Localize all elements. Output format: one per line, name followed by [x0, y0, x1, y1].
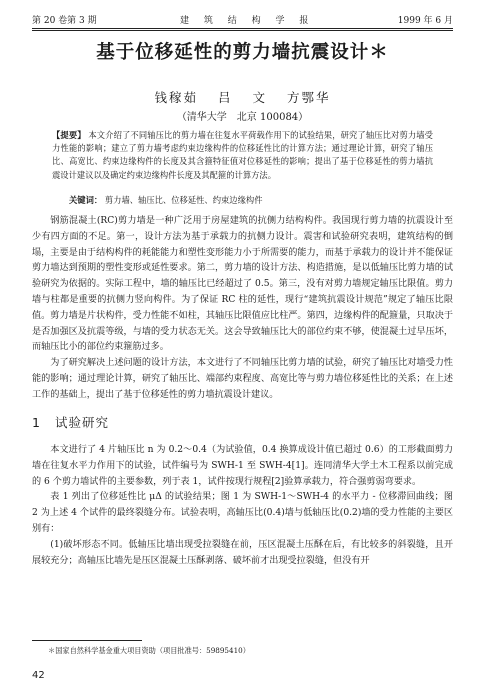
section-number: 1 [32, 415, 41, 430]
section-paragraph: 本文进行了 4 片轴压比 n 为 0.2～0.4（为试验值，0.4 换算成设计值已超过 0.6）的工形截面剪力墙在往复水平力作用下的试验，试件编号为 SWH-1 至 SWH-4[1]。连同清华大学土木工程系以前完成的 6 个剪力墙试件的主要参数，列于表 1，试件按现行规程[2]验算承载力，符合强剪弱弯要求。 [32, 445, 453, 487]
section-paragraph: 表 1 列出了位移延性比 μΔ 的试验结果；图 1 为 SWH-1～SWH-4 的水平力 - 位移滞回曲线；图 2 为上述 4 个试件的最终裂缝分布。试验表明，高轴压比(0.4)墙与低轴压比(0.2)墙的受力性能的主要区别有： [32, 492, 453, 534]
footnote: ＊国家自然科学基金重大项目资助（项目批准号：59895410） [48, 646, 250, 655]
journal-issue: 第 20 卷第 3 期 [32, 16, 97, 26]
keywords-label: 关键词： [69, 195, 103, 205]
keywords-text: 剪力墙、轴压比、位移延性、约束边缘构件 [104, 195, 263, 205]
introduction [32, 214, 453, 404]
abstract-text: 本文介绍了不同轴压比的剪力墙在往复水平荷载作用下的试验结果，研究了轴压比对剪力墙受力性能的影响；建立了剪力墙考虑约束边缘构件的位移延性比的计算方法；通过理论计算，研究了轴压比、高宽比、约束边缘构件的长度及其含箍特征值对位移延性的影响；提出了基于位移延性的剪力墙抗震设计建议以及确定约束边缘构件长度及其配箍的计算方法。 [52, 130, 433, 180]
issue-date: 1999 年 6 月 [397, 16, 453, 26]
paper-authors: 钱稼茹 吕 文 方鄂华 [154, 90, 331, 105]
page-number: 42 [32, 670, 45, 681]
journal-name: 建 筑 结 构 学 报 [180, 16, 315, 26]
abstract-label: 【提要】 [52, 130, 86, 140]
intro-paragraph: 钢筋混凝土(RC)剪力墙是一种广泛用于房屋建筑的抗侧力结构构件。我国现行剪力墙的抗震设计至少有四方面的不足。第一，设计方法为基于承载力的抗侧力设计。震害和试验研究表明，建筑结构的倒塌，主要是由于结构构件的耗能能力和塑性变形能力小于所需要的能力，而基于承载力的设计并不能保证剪力墙达到预期的塑性变形或延性要求。第二，剪力墙的设计方法、构造措施，是以低轴压比剪力墙的试验研究为依据的。实际工程中，墙的轴压比已经超过了 0.5。第三，没有对剪力墙规定轴压比限值。剪力墙与柱都是重要的抗侧力竖向构件。为了保证 RC 柱的延性，现行“建筑抗震设计规范”规定了轴压比限值。剪力墙是片状构件，受力性能不如柱，其轴压比限值应比柱严。第四，边缘构件的配箍量，只取决于是否加强区及抗震等级，与墙的受力状态无关。这会导致轴压比大的部位约束不够，使混凝土过早压坏，而轴压比小的部位约束箍筋过多。 [32, 216, 453, 353]
intro-paragraph: 为了研究解决上述问题的设计方法，本文进行了不同轴压比剪力墙的试验，研究了轴压比对墙受力性能的影响；通过理论计算，研究了轴压比、端部约束程度、高宽比等与剪力墙位移延性比的关系；在上述工作的基础上，提出了基于位移延性的剪力墙抗震设计建议。 [32, 358, 453, 400]
abstract [52, 129, 433, 182]
section-heading [32, 413, 109, 431]
header-rule-top [32, 28, 453, 29]
footnote-rule [32, 640, 142, 641]
section-paragraph: (1)破坏形态不同。低轴压比墙出现受拉裂缝在前，压区混凝土压酥在后，有比较多的斜裂缝，且开展较充分；高轴压比墙先是压区混凝土压酥剥落、破坏前才出现受拉裂缝，但没有开 [32, 539, 453, 566]
paper-title: 基于位移延性的剪力墙抗震设计＊ [96, 42, 389, 63]
section-body [32, 443, 453, 569]
keywords [69, 194, 433, 206]
header-rule-bottom [32, 30, 453, 31]
section-title: 试验研究 [54, 415, 109, 430]
running-header [32, 10, 453, 26]
paper-affiliation: （清华大学 北京 100084） [176, 112, 309, 123]
